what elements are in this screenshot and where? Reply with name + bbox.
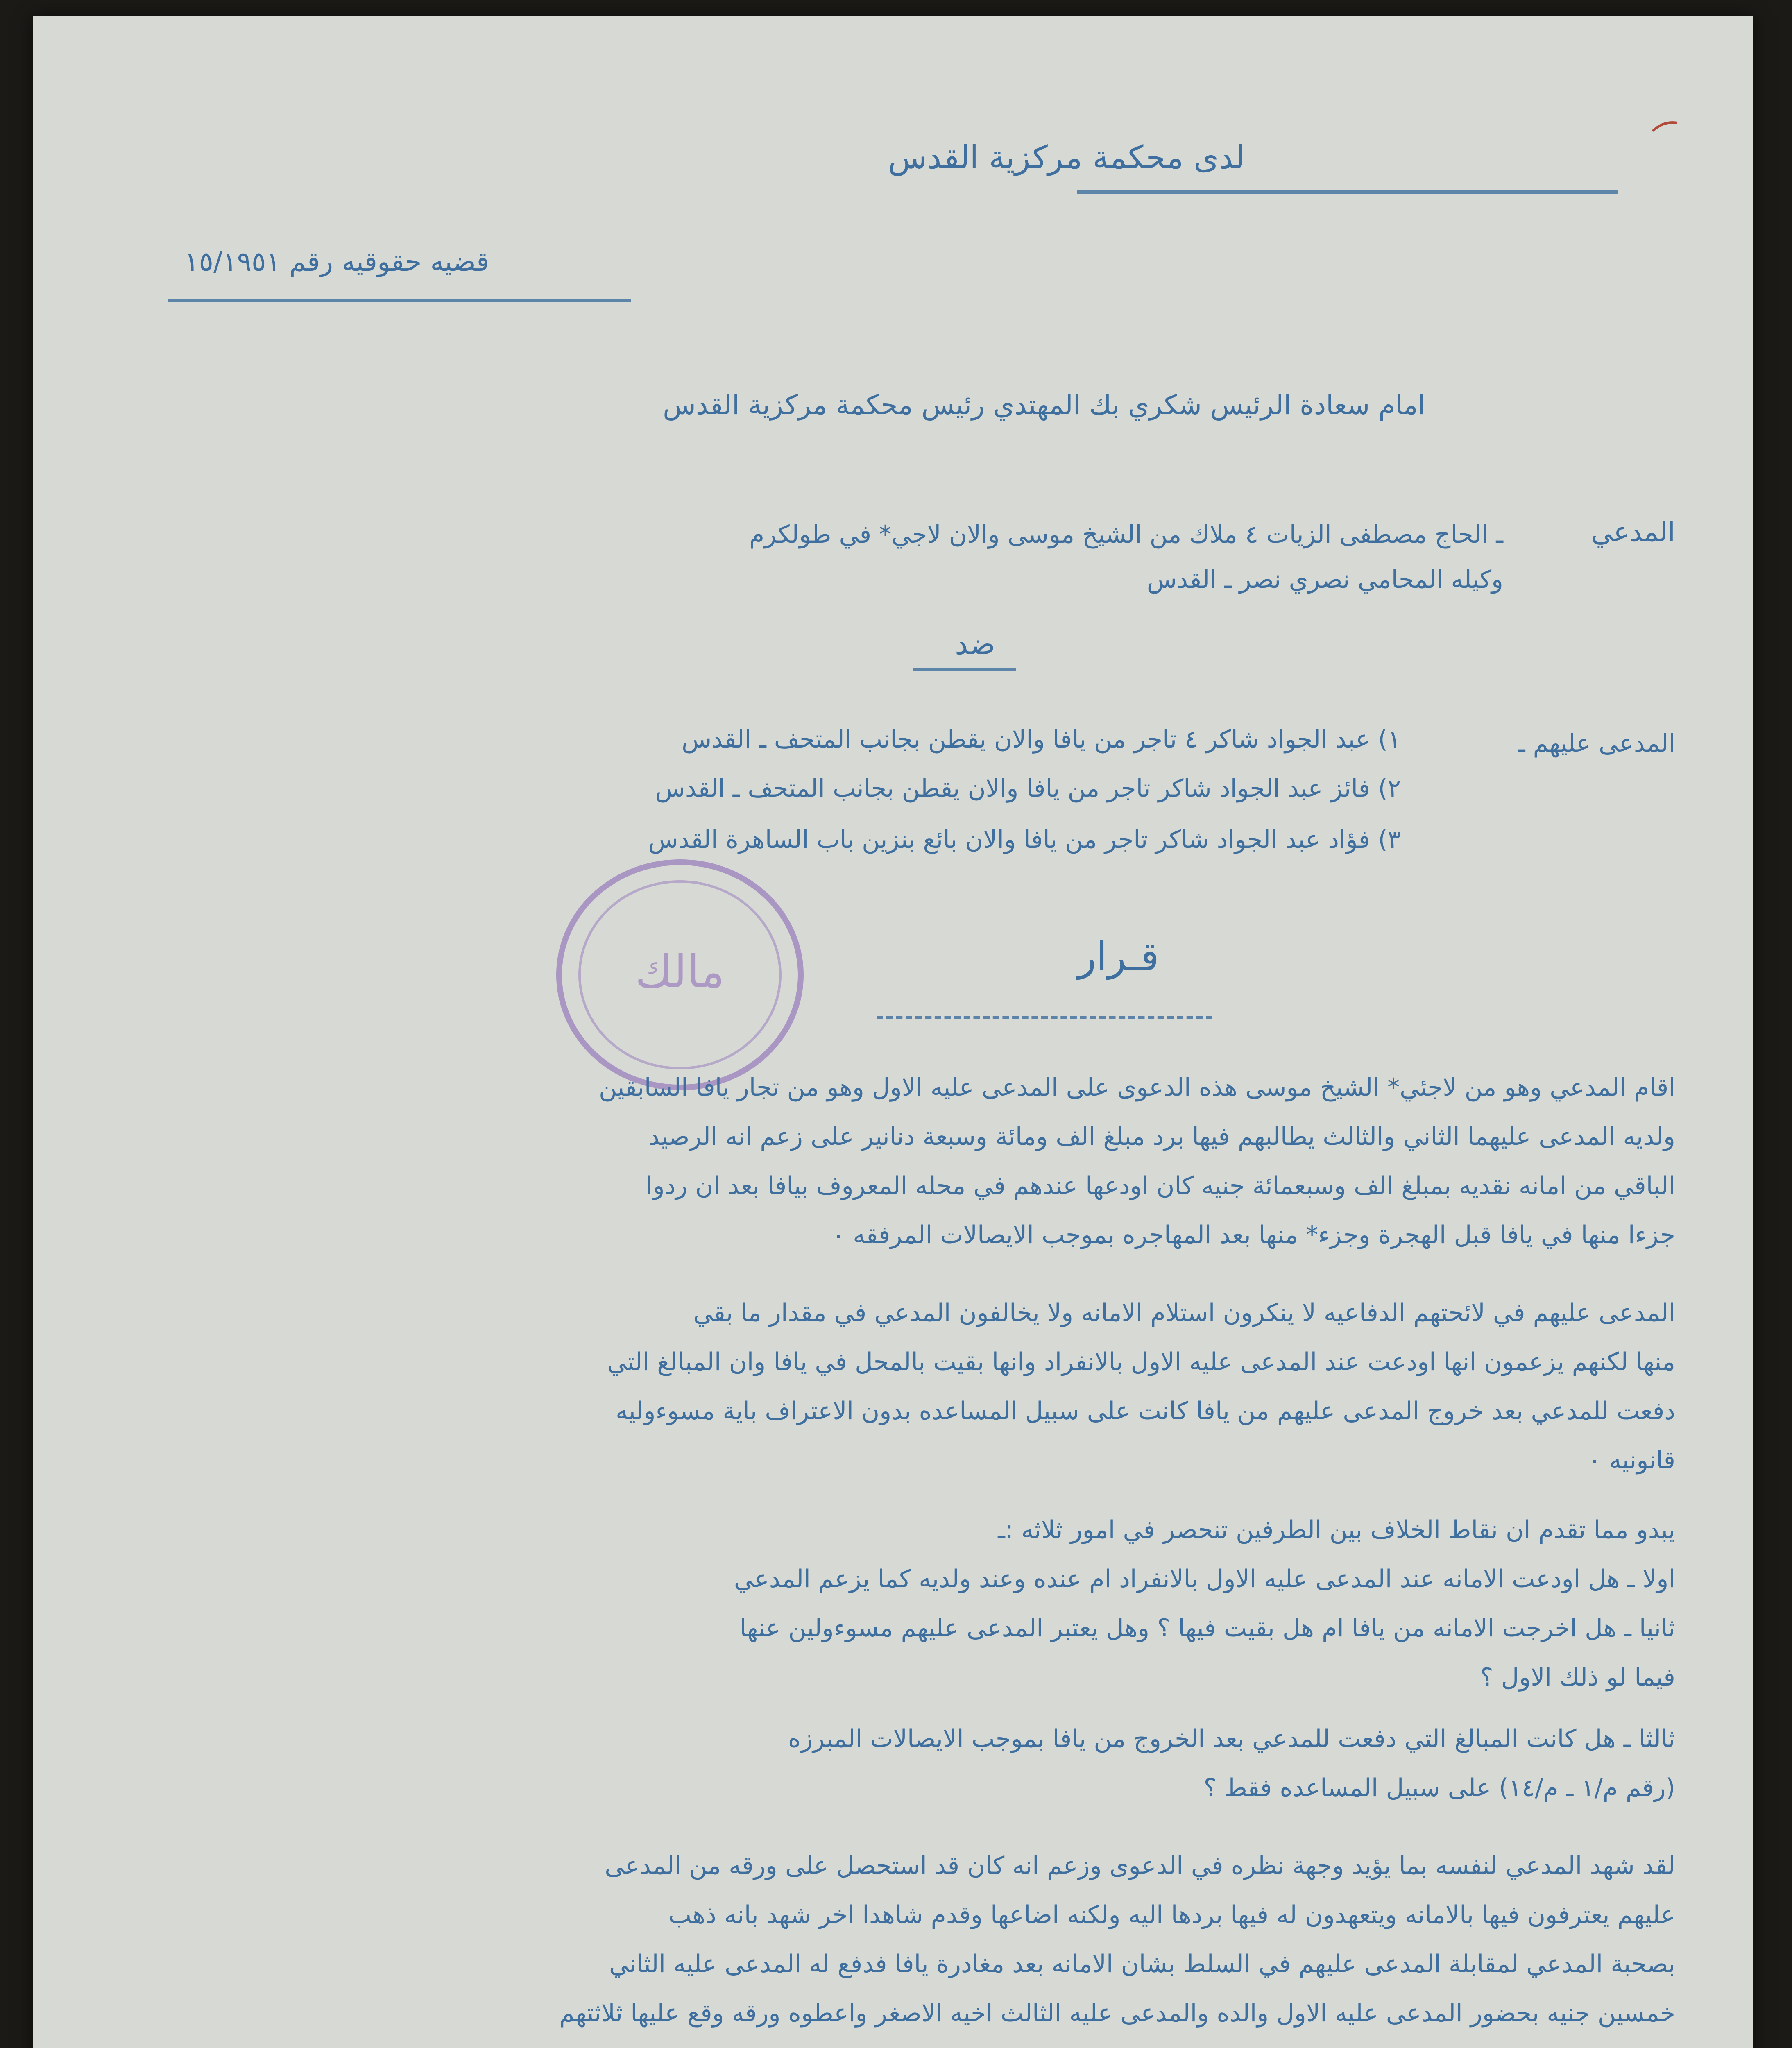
purple-seal-stamp (549, 852, 811, 1098)
defendant-item: ٣) فؤاد عبد الجواد شاكر تاجر من يافا والان بائع بنزين باب الساهرة القدس (648, 825, 1401, 854)
case-number: قضيه حقوقيه رقم ١٥/١٩٥١ (184, 246, 489, 277)
case-number-underline (168, 299, 631, 302)
body-line: (رقم م/١ ـ م/١٤) على سبيل المساعده فقط ؟ (1203, 1774, 1675, 1802)
decision-title-underline (877, 1016, 1212, 1019)
body-line: خمسين جنيه بحضور المدعى عليه الاول والده والمدعى عليه الثالث اخيه الاصغر واعطوه ورقه وقع عليها ثلاثتهم (559, 1999, 1675, 2028)
versus-underline (913, 668, 1016, 671)
body-line: ثالثا ـ هل كانت المبالغ التي دفعت للمدعي بعد الخروج من يافا بموجب الايصالات المبرزه (788, 1724, 1675, 1753)
plaintiff-attorney: وكيله المحامي نصري نصر ـ القدس (1146, 565, 1503, 594)
court-address-line: امام سعادة الرئيس شكري بك المهتدي رئيس محكمة مركزية القدس (663, 389, 1425, 421)
plaintiff-label: المدعي (1591, 516, 1675, 548)
document-page (33, 16, 1753, 2048)
body-line: يبدو مما تقدم ان نقاط الخلاف بين الطرفين تنحصر في امور ثلاثه :ـ (998, 1516, 1675, 1544)
court-name: لدى محكمة مركزية القدس (888, 139, 1245, 176)
body-line: الباقي من امانه نقديه بمبلغ الف وسبعمائة جنيه كان اودعها عندهم في محله المعروف بيافا بعد ان ردوا (646, 1171, 1675, 1200)
body-line: منها لكنهم يزعمون انها اودعت عند المدعى عليه الاول بالانفراد وانها بقيت بالمحل في يافا وان المبالغ التي (607, 1348, 1675, 1376)
body-line: قانونيه ٠ (1588, 1446, 1675, 1475)
versus-label: ضد (955, 627, 995, 661)
body-line: عليهم يعترفون فيها بالامانه ويتعهدون له فيها بردها اليه ولكنه اضاعها وقدم شاهدا اخر شهد بانه ذهب (668, 1901, 1675, 1929)
defendant-item: ١) عبد الجواد شاكر ٤ تاجر من يافا والان يقطن بجانب المتحف ـ القدس (682, 725, 1401, 754)
plaintiff-name: ـ الحاج مصطفى الزيات ٤ ملاك من الشيخ موسى والان لاجي* في طولكرم (749, 520, 1503, 549)
body-line: ولديه المدعى عليهما الثاني والثالث يطالبهم فيها برد مبلغ الف ومائة وسبعة دنانير على زعم انه الرصيد (648, 1122, 1675, 1151)
body-line: بصحبة المدعي لمقابلة المدعى عليهم في السلط بشان الامانه بعد مغادرة يافا فدفع له المدعى عليه الثاني (609, 1950, 1675, 1978)
body-line: ثانيا ـ هل اخرجت الامانه من يافا ام هل بقيت فيها ؟ وهل يعتبر المدعى عليهم مسوءولين عنها (739, 1614, 1675, 1642)
body-line: فيما لو ذلك الاول ؟ (1480, 1663, 1675, 1692)
corner-pencil-mark (1651, 119, 1679, 135)
decision-title: قـرار (1077, 934, 1159, 980)
defendants-label: المدعى عليهم ـ (1518, 729, 1675, 758)
body-line: دفعت للمدعي بعد خروج المدعى عليهم من يافا كانت على سبيل المساعده بدون الاعتراف باية مسوءوليه (615, 1397, 1675, 1425)
stamp-text: مالك (635, 945, 725, 998)
body-line: المدعى عليهم في لائحتهم الدفاعيه لا ينكرون استلام الامانه ولا يخالفون المدعي في مقدار ما بقي (693, 1298, 1675, 1327)
body-line: اقام المدعي وهو من لاجئي* الشيخ موسى هذه الدعوى على المدعى عليه الاول وهو من تجار يافا السابقين (599, 1073, 1675, 1102)
body-line: اولا ـ هل اودعت الامانه عند المدعى عليه الاول بالانفراد ام عنده وعند ولديه كما يزعم المدعي (734, 1565, 1675, 1593)
body-line: جزءا منها في يافا قبل الهجرة وجزء* منها بعد المهاجره بموجب الايصالات المرفقه ٠ (831, 1221, 1675, 1249)
body-line: لقد شهد المدعي لنفسه بما يؤيد وجهة نظره في الدعوى وزعم انه كان قد استحصل على ورقه من المدعى (605, 1851, 1675, 1880)
defendant-item: ٢) فائز عبد الجواد شاكر تاجر من يافا والان يقطن بجانب المتحف ـ القدس (655, 774, 1401, 803)
court-name-underline (1077, 190, 1618, 194)
